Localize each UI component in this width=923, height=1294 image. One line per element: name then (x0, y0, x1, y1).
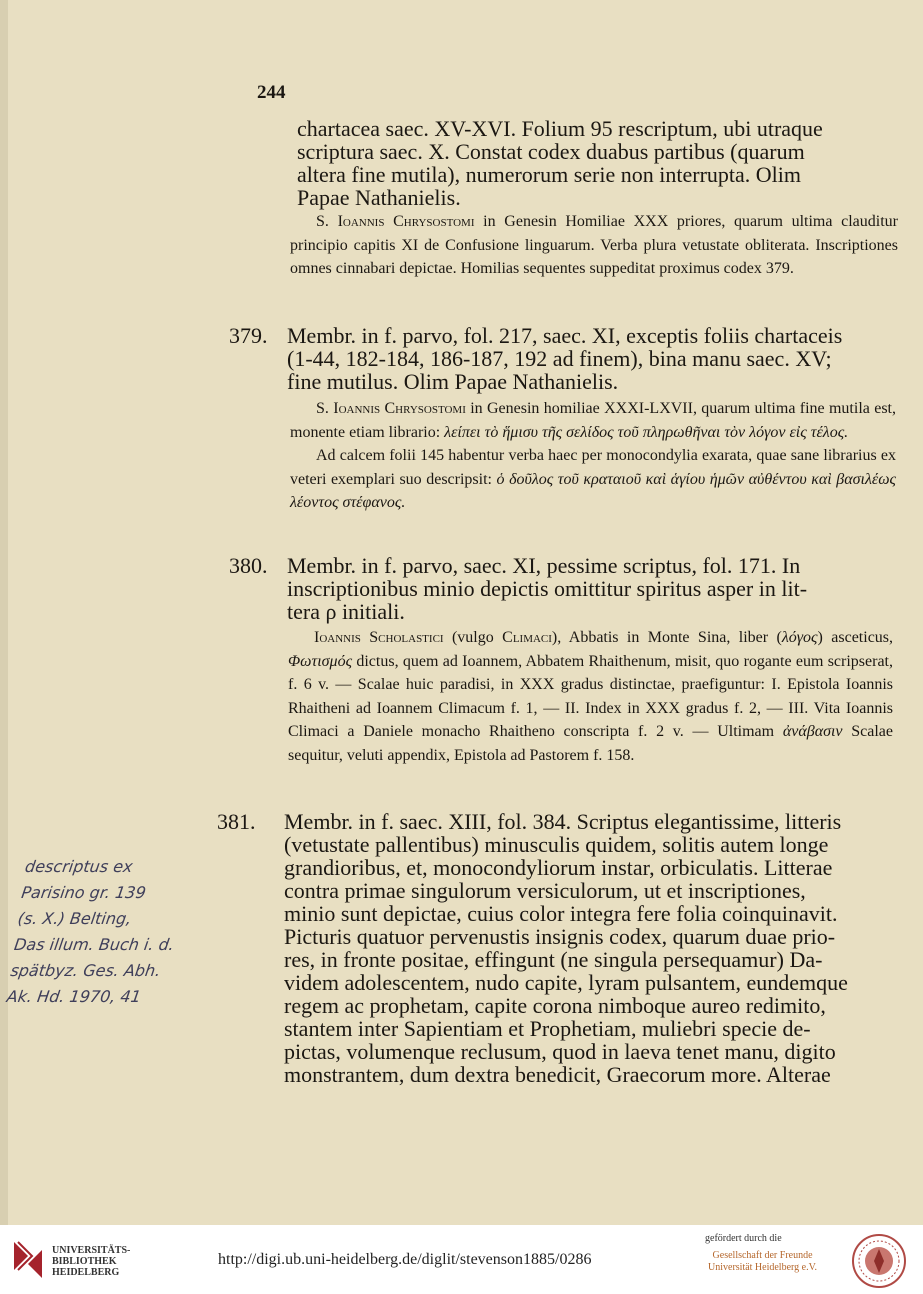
entry-380 (229, 554, 895, 624)
text-line: (1-44, 182-184, 186-187, 192 ad finem), bina manu saec. XV; (287, 346, 832, 371)
funder-name-line: Gesellschaft der Freunde (712, 1250, 813, 1261)
entry-number: 380. (229, 553, 268, 578)
text-line: (vetustate pallentibus) minusculis quidem, solitis autem longe (284, 832, 829, 857)
handwritten-margin-note (5, 854, 205, 1010)
author-name: S. Ioannis Chrysostomi (316, 213, 475, 230)
entry-380-notes (288, 626, 893, 767)
entry-description (284, 810, 894, 1086)
page-number: 244 (257, 82, 286, 103)
handwritten-line: spätbyz. Ges. Abh. (9, 961, 162, 980)
text-line: regem ac prophetam, capite corona nimboque aureo redimito, (284, 993, 826, 1018)
note-paragraph (290, 210, 898, 281)
entry-379 (229, 324, 895, 394)
greek-quote: λείπει τὸ ἥμισυ τῆς σελίδος τοῦ πληρωθῆναι τὸν λόγον εἰς τέλος. (444, 423, 849, 441)
handwritten-line: Parisino gr. 139 (20, 883, 148, 902)
text-line: contra primae singulorum versiculorum, ut et inscriptiones, (284, 878, 806, 903)
note-text: in Genesin Homiliae XXX priores, quarum ultima clauditur principio capitis XI de Confusione linguarum. Verba plura vetustate obliterata. Inscriptiones omnes cinnabari depictae. Homilias sequentes suppeditat proximus codex 379. (290, 213, 898, 277)
text-line: altera fine mutila), numerorum serie non interrupta. Olim (297, 162, 802, 187)
text-line: videm adolescentem, nudo capite, lyram pulsantem, eundemque (284, 970, 848, 995)
text-line: Membr. in f. saec. XIII, fol. 384. Scriptus elegantissime, litteris (284, 809, 842, 834)
text-line: Membr. in f. parvo, saec. XI, pessime scriptus, fol. 171. In (287, 553, 801, 578)
text-line: inscriptionibus minio depictis omittitur spiritus asper in lit- (287, 576, 808, 601)
text-line: res, in fronte positae, effingunt (ne singula persequamur) Da- (284, 947, 823, 972)
page-edge (0, 0, 8, 1225)
funding-caption: gefördert durch die (705, 1233, 782, 1244)
funder-name-line: Universität Heidelberg e.V. (708, 1262, 818, 1273)
text-line: Picturis quatuor pervenustis insignis codex, quarum duae prio- (284, 924, 836, 949)
entry-number: 379. (229, 323, 268, 348)
handwritten-line: descriptus ex (23, 857, 135, 876)
note-text: dictus, quem ad Ioannem, Abbatem Rhaithenum, misit, quo rogante eum scripserat, f. 6 v. — Scalae huic paradisi, in XXX gradus distinctae, praefiguntur: I. Epistola Ioannis Rhaitheni ad Ioannem Climacum f. 1, — II. Index in XXX gradus f. 2, — III. Vita Ioannis Climaci a Daniele monacho Rhaitheno conscripta f. 2 v. — Ultimam (288, 652, 893, 740)
author-name: S. Ioannis Chrysostomi (316, 400, 466, 417)
note-paragraph (288, 626, 893, 767)
text-line: fine mutilus. Olim Papae Nathanielis. (287, 369, 619, 394)
library-name-line: HEIDELBERG (52, 1267, 120, 1278)
library-name-line: BIBLIOTHEK (52, 1256, 117, 1267)
greek-quote: ὁ δοῦλος τοῦ κραταιοῦ καὶ ἁγίου ἡμῶν αὐθέντου καὶ βασιλέως λέοντος στέφανος. (290, 470, 897, 511)
entry-379-notes (290, 397, 896, 515)
ub-logo-icon (10, 1238, 46, 1282)
note-text: ) asceticus, (817, 629, 894, 646)
note-text: (vulgo (443, 629, 503, 646)
note-text: Scalae sequitur, veluti appendix, Epistola ad Pastorem f. 158. (288, 723, 894, 764)
author-name: Ioannis Scholastici (314, 629, 444, 646)
handwritten-line: (s. X.) Belting, (16, 909, 133, 928)
funder-name (708, 1250, 817, 1274)
text-line: Papae Nathanielis. (297, 185, 461, 210)
university-seal-icon (851, 1233, 907, 1289)
text-line: tera ρ initiali. (287, 599, 405, 624)
text-line: scriptura saec. X. Constat codex duabus partibus (quarum (297, 139, 805, 164)
text-line: stantem inter Sapientiam et Prophetiam, muliebri specie de- (284, 1016, 811, 1041)
library-name (52, 1245, 130, 1278)
library-name-line: UNIVERSITÄTS- (52, 1245, 131, 1256)
intro-note (290, 210, 898, 281)
greek-word: ἀνάβασιν (782, 723, 843, 740)
handwritten-line: Ak. Hd. 1970, 41 (5, 987, 143, 1006)
text-line: minio sunt depictae, cuius color integra fere folia coinquinavit. (284, 901, 838, 926)
text-line: chartacea saec. XV-XVI. Folium 95 rescriptum, ubi utraque (297, 116, 823, 141)
handwritten-line: Das illum. Buch i. d. (12, 935, 176, 954)
text-line: Membr. in f. parvo, fol. 217, saec. XI, exceptis foliis chartaceis (287, 323, 843, 348)
permalink-url[interactable]: http://digi.ub.uni-heidelberg.de/diglit/stevenson1885/0286 (218, 1251, 592, 1268)
greek-word: Φωτισμός (288, 652, 353, 670)
entry-381 (217, 810, 897, 1090)
entry-number: 381. (217, 809, 256, 834)
entry-description (287, 324, 895, 393)
text-line: monstrantem, dum dextra benedicit, Graecorum more. Alterae (284, 1062, 831, 1087)
text-line: grandioribus, et, monocondyliorum instar, orbiculatis. Litterae (284, 855, 833, 880)
text-line: pictas, volumenque reclusum, quod in laeva tenet manu, digito (284, 1039, 836, 1064)
note-paragraph (290, 397, 896, 444)
note-paragraph (290, 444, 896, 515)
entry-description (287, 554, 895, 623)
intro-paragraph (297, 117, 897, 209)
greek-word: λόγος (781, 629, 818, 646)
author-epithet: Climaci (502, 629, 552, 646)
note-text: Ad calcem folii 145 habentur verba haec per monocondylia exarata, quae sane librarius ex veteri exemplari suo descripsit: (290, 447, 896, 488)
note-text: ), Abbatis in Monte Sina, liber ( (551, 629, 782, 646)
note-text: in Genesin homiliae XXXI-LXVII, quarum ultima fine mutila est, monente etiam librario: (290, 400, 896, 441)
